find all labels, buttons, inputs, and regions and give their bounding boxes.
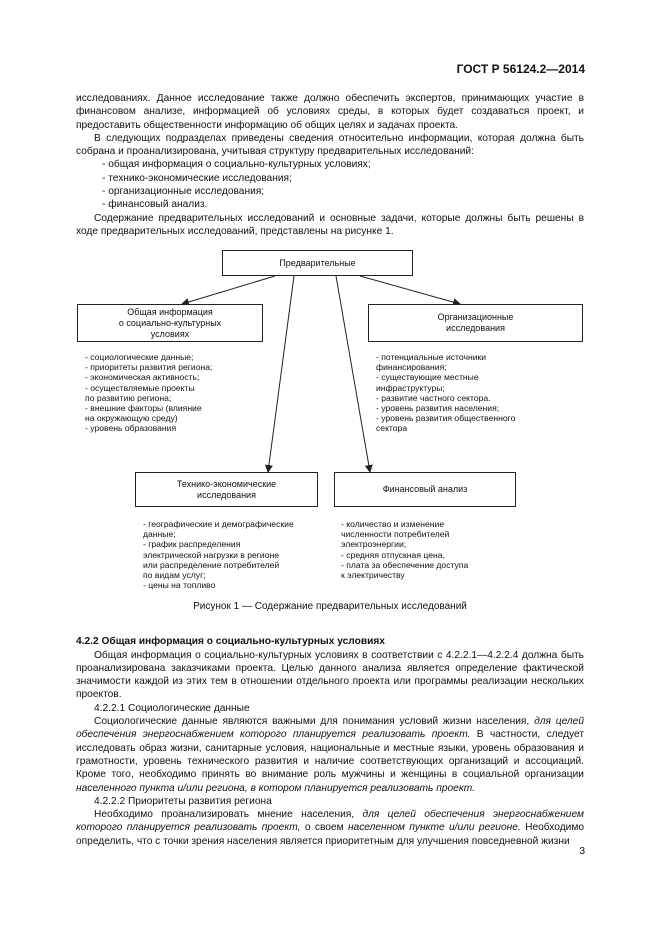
italic-run: населенном пункте и/или регионе. xyxy=(347,822,521,834)
section-paragraph-3 xyxy=(76,808,584,848)
intro-paragraph-2: В следующих подразделах приведены сведения относительно информации, которая должна быть собрана и проанализирована, учитывая структуру предварительных исследований: xyxy=(76,132,584,158)
subsection-title: 4.2.2.1 Социологические данные xyxy=(94,702,250,714)
general-info-notes: - социологические данные; - приоритеты развития региона; - экономическая активность; - осуществляемые проекты по развитию региона; - внешние факторы (влияние на окружающую среду) - уровень образования xyxy=(85,352,213,434)
italic-run: населенного пункта и/или региона, в котором планируется реализовать проект. xyxy=(76,782,475,794)
intro-list-item: - общая информация о социально-культурных условиях; xyxy=(102,159,371,171)
figure-caption: Рисунок 1 — Содержание предварительных исследований xyxy=(193,601,467,612)
arrow-to-financial xyxy=(336,276,370,472)
intro-paragraph-1: исследованиях. Данное исследование также должно обеспечить экспертов, принимающих участие в финансовом анализе, информацией об условиях среды, в которых будет создаваться проект, и предоставить общественности информацию об общих целях и задачах проекта. xyxy=(76,93,584,131)
arrow-to-organizational xyxy=(360,276,460,304)
box-label: Предварительные xyxy=(279,257,356,268)
text-run: Необходимо определить, что с точки зрения населения является приоритетным для улучшения повседневной жизни xyxy=(76,822,585,847)
intro-list-item: - организационные исследования; xyxy=(102,186,265,198)
box-label-line: Организационные xyxy=(437,312,514,322)
box-label: Финансовый анализ xyxy=(382,484,468,494)
box-label-line: Общая информация xyxy=(127,306,213,317)
organizational-notes: - потенциальные источники финансирования; - существующие местные инфраструктуры; - развитие частного сектора. - уровень развития населения; - уровень развития общественного сектора xyxy=(376,352,516,434)
diagram-box-technical-economic xyxy=(135,472,318,507)
box-label-line: о социально-культурных xyxy=(118,317,222,328)
intro-paragraph-3: Содержание предварительных исследований и основные задачи, которые должны быть решены в ходе предварительных исследований, представлены на рисунке 1. xyxy=(76,212,584,237)
intro-list-item: - технико-экономические исследования; xyxy=(102,172,292,184)
arrow-to-general-info xyxy=(182,276,275,304)
arrow-to-technical-economic xyxy=(268,276,294,472)
section-paragraph-1: Общая информация о социально-культурных условиях в соответствии с 4.2.2.1—4.2.2.4 должна быть проанализирована заказчиками проекта. Целью данного анализа является определение фактической значимости каждой из этих тем в отношении отдельного проекта или программы реализации нескольких проектов. xyxy=(76,649,584,701)
diagram-box-general-info xyxy=(77,304,263,342)
diagram-box-organizational xyxy=(368,304,583,342)
box-label-line: исследования xyxy=(446,323,505,333)
diagram-box-financial xyxy=(334,472,516,507)
intro-list-item: - финансовый анализ. xyxy=(102,199,208,211)
italic-run: для целей обеспечения энергоснабжением которого планируется реализовать проект. xyxy=(76,716,584,741)
section-heading xyxy=(76,635,584,648)
italic-run: для целей обеспечения энергоснабжением которого планируется реализовать проект, xyxy=(76,809,584,834)
diagram-box-preliminary xyxy=(222,250,413,276)
subsection-title: 4.2.2.2 Приоритеты развития региона xyxy=(94,795,272,807)
section-paragraph-2 xyxy=(76,715,584,795)
text-run: В частности, следует исследовать образ жизни, санитарные условия, национальные и местные языки, уровень образования и грамотности, уровень технического развития и наличие соответствующих организаций и ассоциаций. Кроме того, необходимо принять во внимание роль мужчины и женщины в социальной организации xyxy=(76,729,584,781)
box-label-line: условиях xyxy=(150,328,190,339)
box-label-line: Технико-экономические xyxy=(176,478,277,489)
financial-notes: - количество и изменение численности потребителей электроэнергии; - средняя отпускная цена, - плата за обеспечение доступа к электричеству xyxy=(341,519,469,581)
text-run: Социологические данные являются важными для понимания условий жизни населения, xyxy=(94,716,535,728)
section-4-2-2 xyxy=(76,622,584,848)
document-standard-number: ГОСТ Р 56124.2—2014 xyxy=(456,62,585,76)
section-heading-text: 4.2.2 Общая информация о социально-культурных условиях xyxy=(76,636,385,648)
text-run: Необходимо проанализировать мнение населения, xyxy=(94,809,363,821)
page-number: 3 xyxy=(579,846,585,857)
text-run: о своем xyxy=(300,822,348,834)
box-label-line: исследования xyxy=(197,489,256,500)
technical-economic-notes: - географические и демографические данные; - график распределения электрической нагрузки в регионе или распределение потребителей по видам услуг; - цены на топливо xyxy=(143,519,294,591)
